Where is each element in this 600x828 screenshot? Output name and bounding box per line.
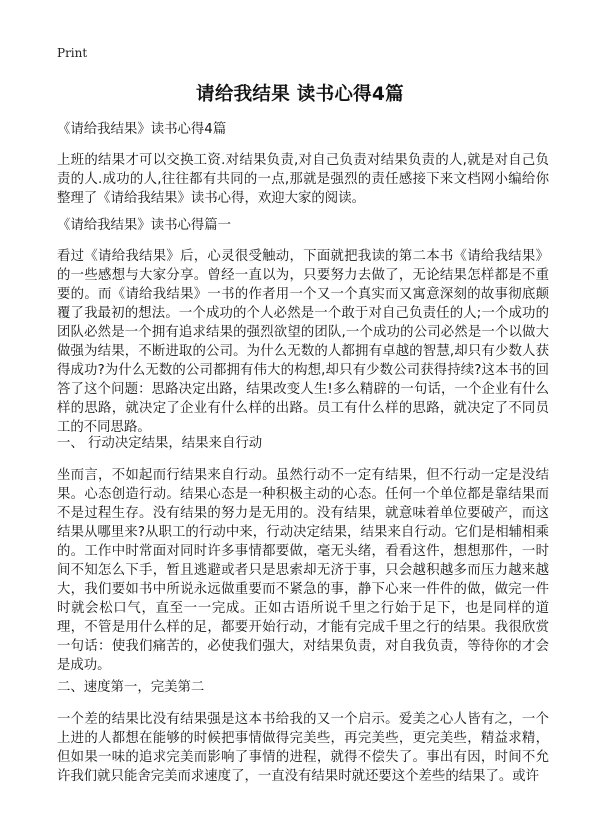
document-title: 请给我结果 读书心得4篇 [196, 84, 404, 105]
heading-2-paragraph: 一个差的结果比没有结果强是这本书给我的又一个启示。爱美之心人皆有之，一个上进的人都想在能够的时候把事情做得完美些，再完美些，更完美些，精益求精，但如果一味的追求完美而影响了事情的进程，就得不偿失了。事出有因，时间不允许我们就只能舍完美而求速度了，一直没有结果时就还要这个差些的结果了。或许 [57, 712, 549, 784]
print-label[interactable]: Print [57, 46, 88, 60]
heading-2: 二、速度第一，完美第二 [57, 680, 205, 695]
heading-1-paragraph: 坐而言，不如起而行结果来自行动。虽然行动不一定有结果，但不行动一定是没结果。心态创造行动。结果心态是一种积极主动的心态。任何一个单位都是靠结果而不是过程生存。没有结果的努力是无用的。没有结果，就意味着单位要破产，而这结果从哪里来?从职工的行动中来，行动决定结果，结果来自行动。它们是相辅相乘的。工作中时常面对同时许多事情都要做，毫无头绪，看看这件，想想那件，一时间不知怎么下手，暂且逃避或者只是思索却无济于事，只会越积越多而压力越来越大，我们要如书中所说永远做重要而不紧急的事，静下心来一件件的做，做完一件时就会松口气，直至一一完成。正如古语所说千里之行始于足下，也是同样的道理，不管是用什么样的足，都要开始行动，才能有完成千里之行的结果。我很欣赏一句话：使我们痛苦的，必使我们强大，对结果负责，对自我负责，等待你的才会是成功。 [57, 468, 549, 673]
intro-paragraph: 上班的结果才可以交换工资.对结果负责,对自己负责对结果负责的人,就是对自己负责的人.成功的人,往往都有共同的一点,那就是强烈的责任感接下来文档网小编给你整理了《请给我结果》读书心得，欢迎大家的阅读。 [57, 153, 549, 206]
section-1-title: 《请给我结果》读书心得篇一 [57, 218, 232, 233]
document-subtitle: 《请给我结果》读书心得4篇 [57, 122, 227, 137]
section-1-paragraph: 看过《请给我结果》后，心灵很受触动，下面就把我读的第二本书《请给我结果》的一些感想与大家分享。曾经一直以为，只要努力去做了，无论结果怎样都是不重要的。而《请给我结果》一书的作者用一个又一个真实而又寓意深刻的故事彻底颠覆了我最初的想法。一个成功的个人必然是一个敢于对自己负责任的人;一个成功的团队必然是一个拥有追求结果的强烈欲望的团队,一个成功的公司必然是一个以做大做强为结果，不断进取的公司。为什么无数的人都拥有卓越的智慧,却只有少数人获得成功?为什么无数的公司都拥有伟大的构想,却只有少数公司获得持续?这本书的回答了这个问题：思路决定出路，结果改变人生!多么精辟的一句话，一个企业有什么样的思路，就决定了企业有什么样的出路。员工有什么样的思路，就决定了不同员工的不同思路。 [57, 249, 549, 435]
heading-1: 一、 行动决定结果，结果来自行动 [57, 436, 263, 451]
